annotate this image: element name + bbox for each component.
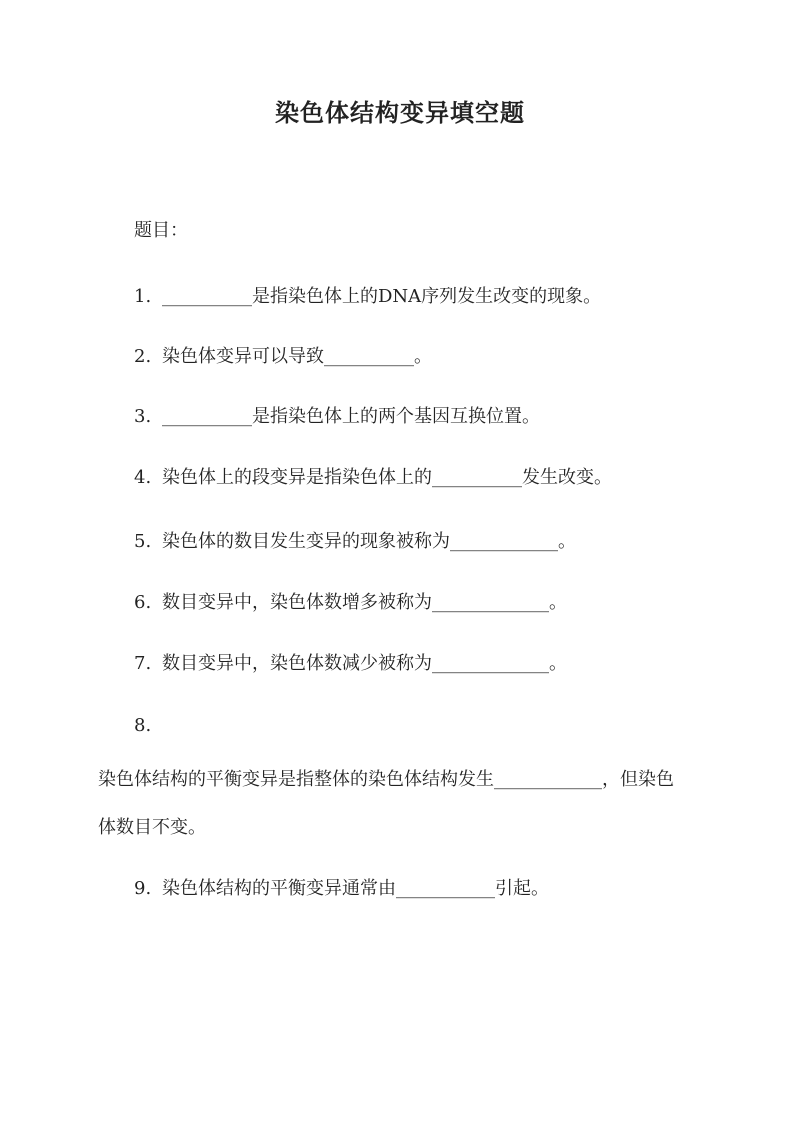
question-number: 4.: [134, 467, 152, 488]
question-9: [134, 876, 549, 902]
question-text: 染色体的数目发生变异的现象被称为____________。: [162, 531, 576, 552]
question-text: 数目变异中，染色体数减少被称为_____________。: [162, 653, 567, 674]
question-text: 数目变异中，染色体数增多被称为_____________。: [162, 592, 567, 613]
question-text: __________是指染色体上的DNA序列发生改变的现象。: [162, 286, 602, 307]
question-1: [134, 284, 601, 310]
questions-label: 题目：: [134, 220, 188, 241]
question-3: [134, 404, 540, 430]
question-text: __________是指染色体上的两个基因互换位置。: [162, 406, 540, 427]
document-title: 染色体结构变异填空题: [275, 98, 525, 127]
question-text: 染色体变异可以导致__________。: [162, 346, 432, 367]
question-8-text-line-2: 体数目不变。: [98, 817, 206, 838]
question-number: 7.: [134, 653, 152, 674]
question-4: [134, 465, 612, 491]
question-8-number: 8.: [134, 715, 152, 736]
question-number: 2.: [134, 346, 152, 367]
question-text: 染色体结构的平衡变异通常由___________引起。: [162, 878, 549, 899]
question-number: 6.: [134, 592, 152, 613]
question-number: 3.: [134, 406, 152, 427]
question-5: [134, 529, 576, 555]
question-number: 9.: [134, 878, 152, 899]
question-7: [134, 651, 567, 677]
question-number: 5.: [134, 531, 152, 552]
question-6: [134, 590, 567, 616]
question-8-text-line-1: 染色体结构的平衡变异是指整体的染色体结构发生____________，但染色: [98, 769, 674, 790]
question-number: 1.: [134, 286, 152, 307]
question-2: [134, 344, 432, 370]
question-text: 染色体上的段变异是指染色体上的__________发生改变。: [162, 467, 612, 488]
